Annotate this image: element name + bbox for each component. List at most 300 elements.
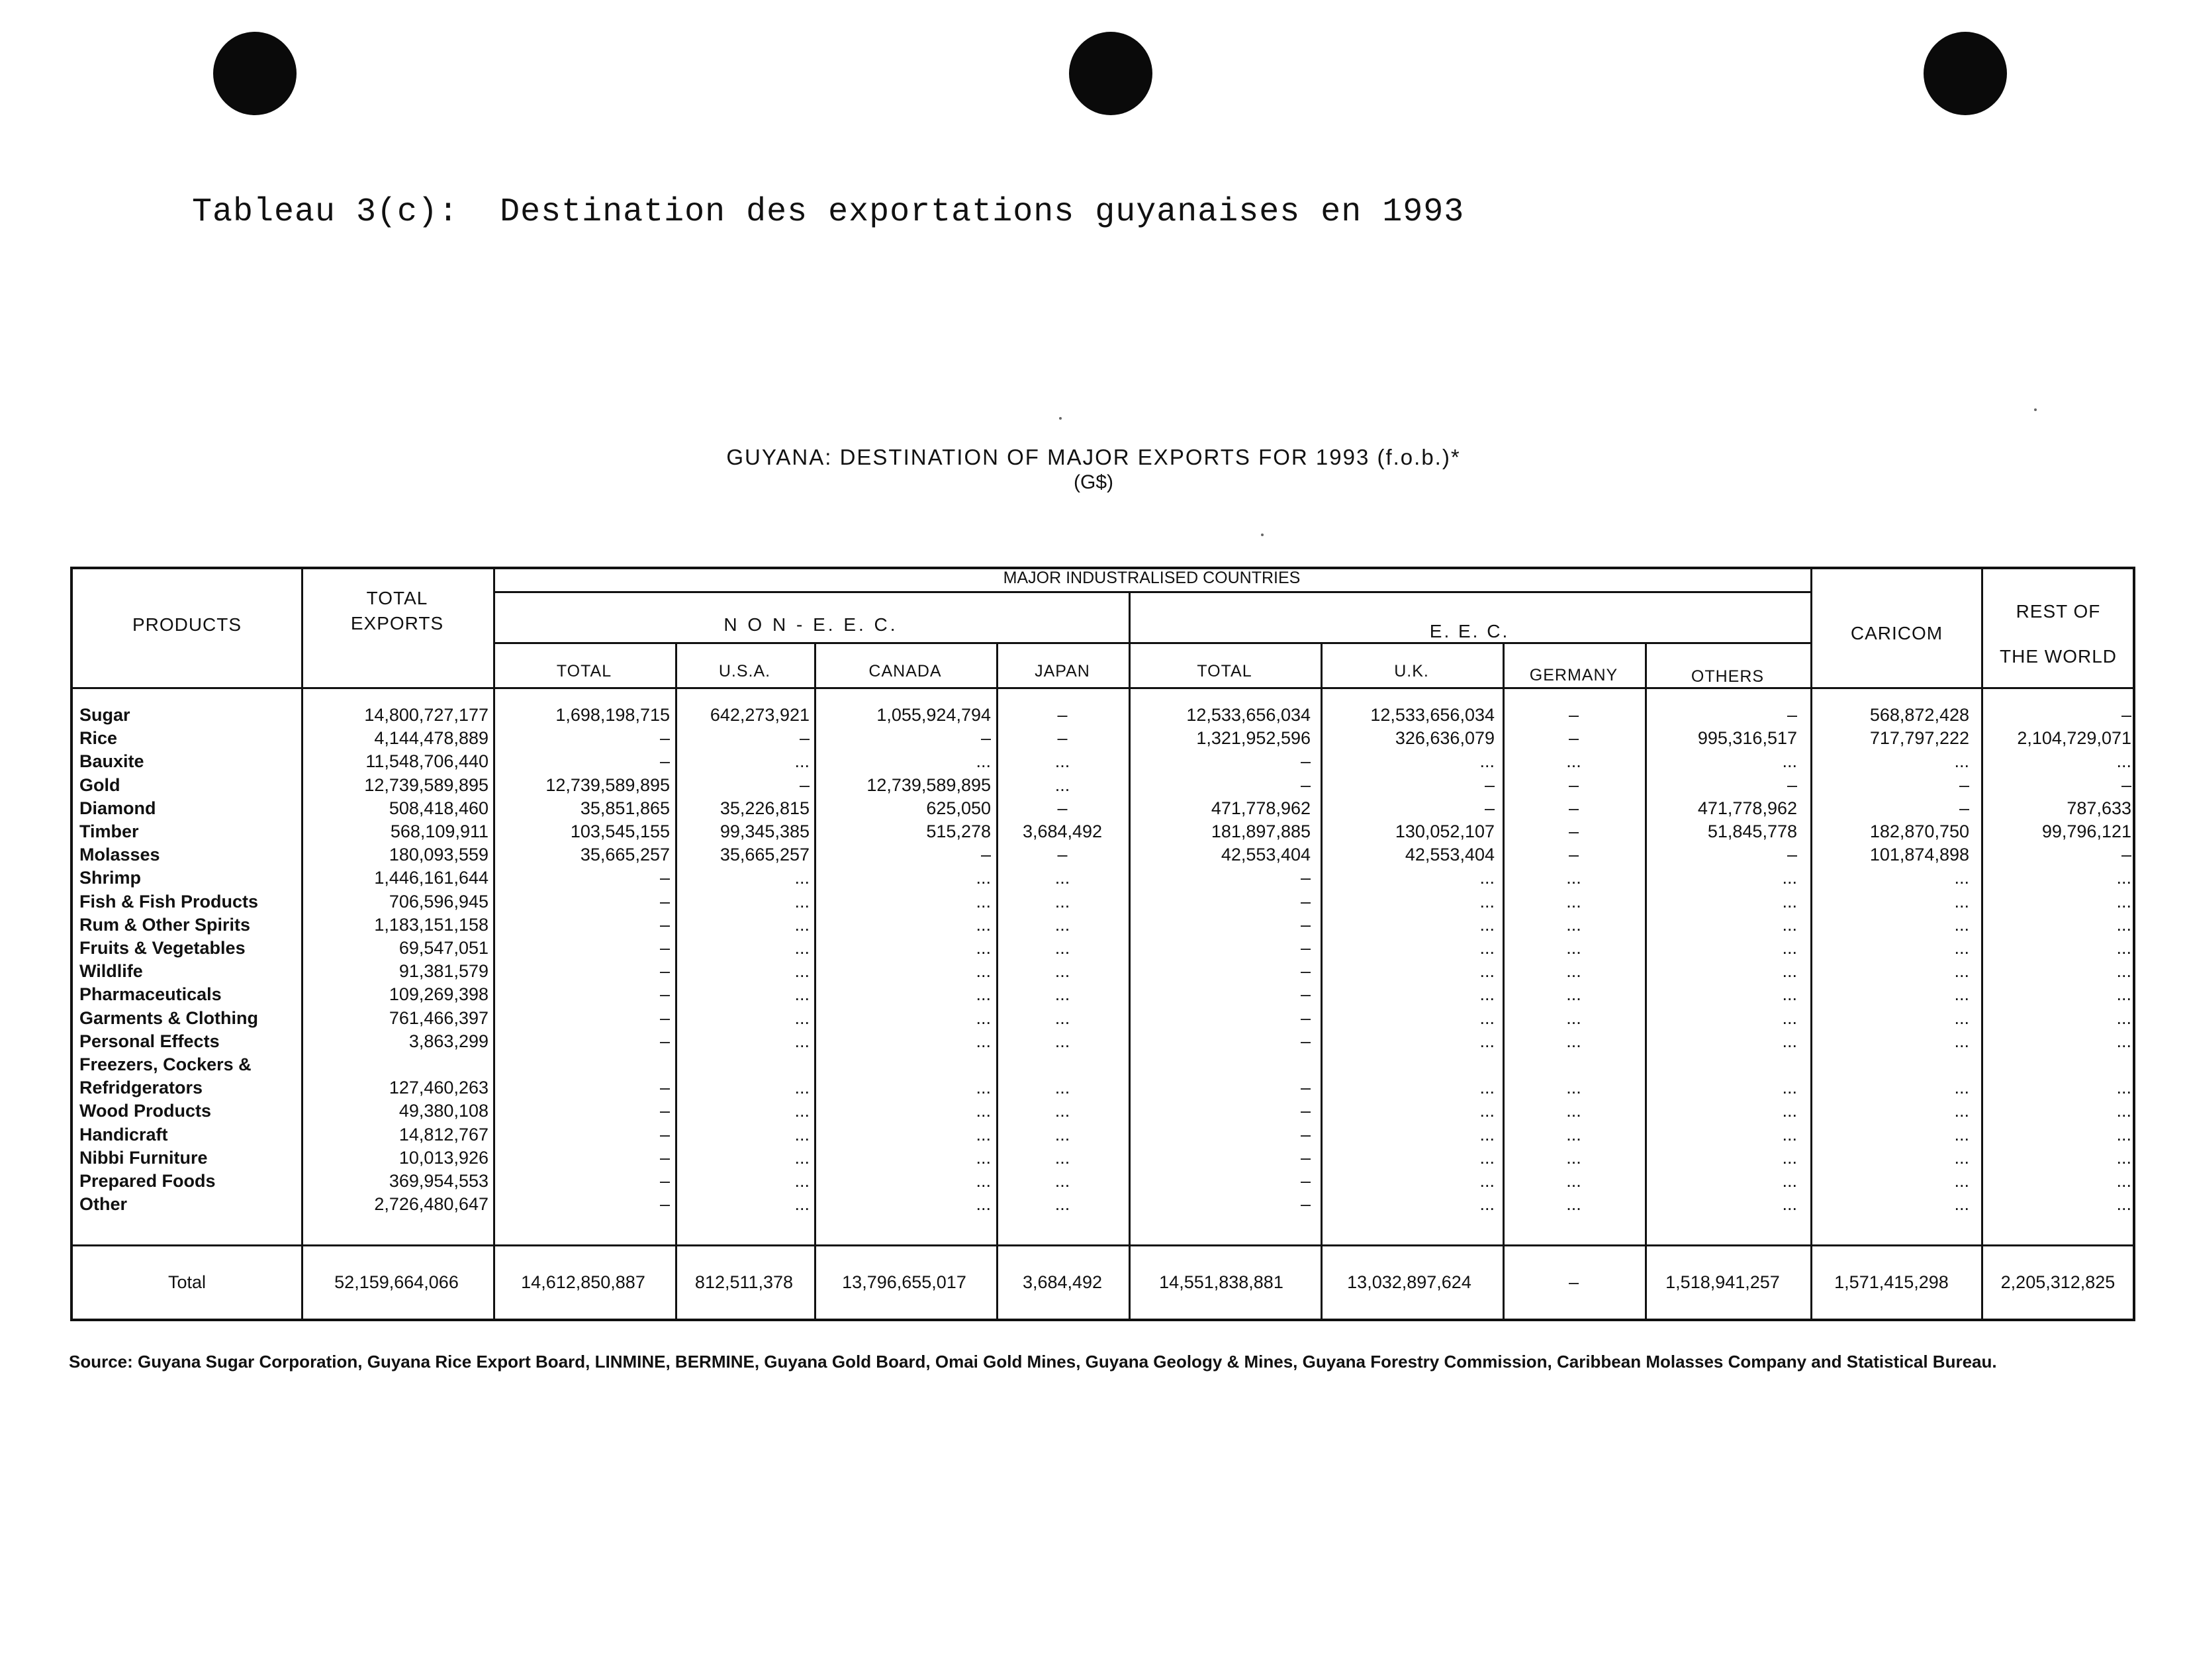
- table-cell-ge: ...: [1566, 1171, 1581, 1191]
- table-cell-ja: ...: [1054, 915, 1070, 935]
- table-cell-ge: ...: [1566, 1125, 1581, 1144]
- table-cell-ja: ...: [1054, 938, 1070, 958]
- table-cell-us: ...: [794, 1101, 810, 1121]
- table-cell-us: [678, 1053, 810, 1076]
- table-cell-ot: ...: [1782, 1125, 1797, 1144]
- table-cell-rw: ...: [2116, 938, 2131, 958]
- table-cell-ja: ...: [1054, 984, 1070, 1004]
- table-cell-us: –: [799, 775, 810, 795]
- table-cell-rw: ...: [2116, 1078, 2131, 1097]
- header-others: OTHERS: [1691, 667, 1765, 686]
- table-cell-us: ...: [794, 868, 810, 888]
- table-cell-uk: ...: [1479, 1008, 1495, 1028]
- table-cell-uk: 326,636,079: [1395, 728, 1495, 748]
- table-cell-te: 11,548,706,440: [365, 751, 489, 771]
- table-cell-ge: ...: [1566, 1101, 1581, 1121]
- table-cell-rw: 2,104,729,071: [2017, 728, 2131, 748]
- table-cell-us: 35,665,257: [720, 845, 810, 864]
- table-cell-ge: –: [1568, 775, 1579, 795]
- product-name: Bauxite: [79, 751, 144, 771]
- table-cell-ca: ...: [976, 751, 991, 771]
- total-cell-te: 52,159,664,066: [334, 1272, 459, 1292]
- header-japan: JAPAN: [1035, 662, 1090, 680]
- table-cell-ca: ...: [976, 1171, 991, 1191]
- table-rule-vertical: [301, 567, 303, 1320]
- table-cell-ca: ...: [976, 938, 991, 958]
- table-cell-ca: –: [980, 845, 991, 864]
- table-cell-ge: ...: [1566, 1031, 1581, 1051]
- table-cell-te: 14,800,727,177: [364, 705, 489, 725]
- table-cell-nt: –: [659, 938, 670, 958]
- table-rule-vertical: [1129, 591, 1131, 1320]
- table-cell-ot: –: [1787, 775, 1797, 795]
- table-cell-ot: ...: [1782, 1008, 1797, 1028]
- table-cell-cc: ...: [1954, 984, 1969, 1004]
- table-cell-ge: –: [1568, 821, 1579, 841]
- table-cell-et: –: [1300, 1194, 1311, 1214]
- table-cell-ja: ...: [1054, 1148, 1070, 1168]
- table-cell-ot: ...: [1782, 1148, 1797, 1168]
- table-cell-cc: ...: [1954, 961, 1969, 981]
- table-cell-rw: ...: [2116, 1125, 2131, 1144]
- table-cell-ot: ...: [1782, 1101, 1797, 1121]
- table-cell-te: 10,013,926: [398, 1148, 489, 1168]
- table-cell-nt: 35,851,865: [580, 798, 670, 818]
- table-cell-cc: 717,797,222: [1869, 728, 1969, 748]
- table-cell-rw: –: [2121, 845, 2131, 864]
- table-cell-cc: ...: [1954, 938, 1969, 958]
- header-non-eec-total: TOTAL: [556, 662, 612, 680]
- table-cell-us: 642,273,921: [710, 705, 810, 725]
- table-cell-cc: ...: [1954, 915, 1969, 935]
- table-cell-ca: ...: [976, 1125, 991, 1144]
- product-name: Nibbi Furniture: [79, 1148, 208, 1168]
- product-name: Rice: [79, 728, 118, 748]
- table-cell-ca: ...: [976, 1031, 991, 1051]
- table-cell-rw: ...: [2116, 984, 2131, 1004]
- table-cell-et: 471,778,962: [1211, 798, 1311, 818]
- header-products: PRODUCTS: [132, 614, 242, 635]
- table-cell-uk: 42,553,404: [1405, 845, 1495, 864]
- table-cell-ca: ...: [976, 984, 991, 1004]
- table-rule-horizontal: [70, 1244, 2135, 1246]
- table-cell-et: –: [1300, 1125, 1311, 1144]
- table-cell-ot: ...: [1782, 868, 1797, 888]
- product-name: Garments & Clothing: [79, 1008, 259, 1028]
- table-cell-ja: ...: [1054, 1194, 1070, 1214]
- table-cell-us: ...: [794, 938, 810, 958]
- table-cell-uk: ...: [1479, 1031, 1495, 1051]
- table-cell-te: 369,954,553: [389, 1171, 489, 1191]
- table-cell-et: –: [1300, 1171, 1311, 1191]
- table-cell-et: –: [1300, 915, 1311, 935]
- product-name: Rum & Other Spirits: [79, 915, 251, 935]
- table-cell-ot: ...: [1782, 892, 1797, 911]
- scan-speck: [2034, 408, 2037, 411]
- table-cell-ca: 625,050: [926, 798, 991, 818]
- table-cell-nt: [496, 1053, 670, 1076]
- table-cell-uk: [1324, 1053, 1495, 1076]
- table-rule-vertical: [996, 642, 998, 1320]
- product-name: Personal Effects: [79, 1031, 220, 1051]
- table-cell-te: 508,418,460: [389, 798, 489, 818]
- table-cell-us: 99,345,385: [720, 821, 810, 841]
- product-name: Fruits & Vegetables: [79, 938, 246, 958]
- table-cell-ja: ...: [1054, 961, 1070, 981]
- table-cell-ot: –: [1787, 705, 1797, 725]
- table-cell-us: ...: [794, 961, 810, 981]
- total-cell-ja: 3,684,492: [1022, 1272, 1103, 1292]
- header-major-countries: MAJOR INDUSTRALISED COUNTRIES: [1003, 569, 1301, 587]
- table-rule-vertical: [1645, 642, 1647, 1320]
- table-cell-rw: [1984, 1053, 2131, 1076]
- table-cell-te: 3,863,299: [408, 1031, 489, 1051]
- total-cell-uk: 13,032,897,624: [1347, 1272, 1471, 1292]
- table-cell-nt: 35,665,257: [580, 845, 670, 864]
- table-cell-ja: –: [1057, 705, 1068, 725]
- header-eec: E. E. C.: [1429, 621, 1510, 641]
- product-name: Diamond: [79, 798, 156, 818]
- table-cell-ca: ...: [976, 961, 991, 981]
- table-unit: (G$): [1074, 471, 1113, 493]
- table-cell-ja: ...: [1054, 1008, 1070, 1028]
- table-cell-et: –: [1300, 1101, 1311, 1121]
- table-cell-rw: ...: [2116, 1171, 2131, 1191]
- table-cell-ot: ...: [1782, 1171, 1797, 1191]
- table-cell-ot: ...: [1782, 984, 1797, 1004]
- table-cell-te: 180,093,559: [389, 845, 489, 864]
- table-cell-ja: –: [1057, 728, 1068, 748]
- total-cell-us: 812,511,378: [694, 1272, 794, 1292]
- table-rule-vertical: [1810, 567, 1812, 1320]
- table-cell-ge: ...: [1566, 915, 1581, 935]
- table-cell-ge: [1506, 1053, 1642, 1076]
- header-germany: GERMANY: [1529, 666, 1618, 684]
- product-name: Prepared Foods: [79, 1171, 216, 1191]
- product-name: Handicraft: [79, 1125, 168, 1144]
- table-cell-uk: 12,533,656,034: [1370, 705, 1495, 725]
- table-cell-ot: ...: [1782, 938, 1797, 958]
- table-cell-te: 109,269,398: [389, 984, 489, 1004]
- table-cell-nt: –: [659, 1194, 670, 1214]
- table-cell-ja: ...: [1054, 1125, 1070, 1144]
- table-cell-rw: ...: [2116, 915, 2131, 935]
- table-cell-uk: ...: [1479, 1171, 1495, 1191]
- table-cell-nt: –: [659, 868, 670, 888]
- table-cell-nt: –: [659, 1125, 670, 1144]
- table-cell-cc: ...: [1954, 1171, 1969, 1191]
- table-cell-cc: –: [1959, 775, 1969, 795]
- table-cell-et: –: [1300, 1008, 1311, 1028]
- table-cell-te: 761,466,397: [389, 1008, 489, 1028]
- table-cell-ja: –: [1057, 845, 1068, 864]
- table-cell-uk: ...: [1479, 751, 1495, 771]
- table-cell-uk: ...: [1479, 915, 1495, 935]
- binder-hole-left: [213, 32, 297, 115]
- table-cell-uk: ...: [1479, 1194, 1495, 1214]
- table-cell-ot: ...: [1782, 961, 1797, 981]
- table-cell-us: ...: [794, 1148, 810, 1168]
- table-cell-et: –: [1300, 1078, 1311, 1097]
- table-cell-et: 42,553,404: [1221, 845, 1311, 864]
- table-cell-te: 49,380,108: [398, 1101, 489, 1121]
- table-cell-te: 4,144,478,889: [374, 728, 489, 748]
- header-eec-total: TOTAL: [1197, 662, 1252, 680]
- table-cell-ot: 51,845,778: [1707, 821, 1797, 841]
- table-rule-vertical: [814, 642, 816, 1320]
- table-cell-us: ...: [794, 1171, 810, 1191]
- table-cell-ot: ...: [1782, 751, 1797, 771]
- total-cell-et: 14,551,838,881: [1159, 1272, 1283, 1292]
- table-cell-ge: –: [1568, 705, 1579, 725]
- table-cell-us: ...: [794, 1125, 810, 1144]
- table-cell-ja: [1000, 1053, 1125, 1076]
- table-cell-ge: –: [1568, 798, 1579, 818]
- product-name: Gold: [79, 775, 120, 795]
- table-title: GUYANA: DESTINATION OF MAJOR EXPORTS FOR 1993 (f.o.b.)*: [726, 445, 1461, 469]
- table-cell-nt: –: [659, 1101, 670, 1121]
- table-cell-rw: ...: [2116, 1148, 2131, 1168]
- table-cell-us: –: [799, 728, 810, 748]
- table-cell-te: 127,460,263: [389, 1078, 489, 1097]
- table-cell-rw: –: [2121, 705, 2131, 725]
- table-cell-us: ...: [794, 751, 810, 771]
- product-name: Fish & Fish Products: [79, 892, 259, 911]
- table-cell-ca: [817, 1053, 991, 1076]
- table-cell-et: –: [1300, 751, 1311, 771]
- table-rule-vertical: [1503, 642, 1505, 1320]
- table-cell-uk: 130,052,107: [1395, 821, 1495, 841]
- table-cell-us: 35,226,815: [720, 798, 810, 818]
- table-cell-rw: ...: [2116, 1008, 2131, 1028]
- total-cell-ot: 1,518,941,257: [1665, 1272, 1780, 1292]
- table-cell-ca: ...: [976, 1194, 991, 1214]
- table-cell-cc: ...: [1954, 1125, 1969, 1144]
- table-cell-us: ...: [794, 984, 810, 1004]
- table-cell-ja: ...: [1054, 1171, 1070, 1191]
- table-cell-cc: ...: [1954, 868, 1969, 888]
- table-cell-rw: 99,796,121: [2041, 821, 2131, 841]
- table-cell-uk: ...: [1479, 868, 1495, 888]
- table-cell-rw: ...: [2116, 892, 2131, 911]
- table-rule-horizontal: [70, 687, 2135, 689]
- table-cell-ja: ...: [1054, 775, 1070, 795]
- table-cell-te: 568,109,911: [390, 821, 489, 841]
- table-cell-ge: ...: [1566, 868, 1581, 888]
- table-cell-ja: ...: [1054, 1031, 1070, 1051]
- product-name: Shrimp: [79, 868, 142, 888]
- table-cell-nt: –: [659, 728, 670, 748]
- table-cell-ca: 1,055,924,794: [876, 705, 991, 725]
- total-cell-ge: –: [1568, 1272, 1579, 1292]
- table-cell-uk: –: [1484, 798, 1495, 818]
- table-cell-nt: –: [659, 1078, 670, 1097]
- table-cell-ot: [1648, 1053, 1797, 1076]
- table-cell-te: [304, 1053, 489, 1076]
- table-cell-nt: 1,698,198,715: [555, 705, 670, 725]
- header-canada: CANADA: [868, 662, 942, 680]
- table-cell-ca: 515,278: [926, 821, 991, 841]
- product-name: Wildlife: [79, 961, 143, 981]
- table-cell-ja: –: [1057, 798, 1068, 818]
- table-cell-rw: ...: [2116, 1194, 2131, 1214]
- table-cell-ja: 3,684,492: [1022, 821, 1103, 841]
- table-cell-ca: ...: [976, 1101, 991, 1121]
- table-cell-ja: ...: [1054, 1078, 1070, 1097]
- table-cell-nt: –: [659, 1171, 670, 1191]
- total-cell-ca: 13,796,655,017: [842, 1272, 966, 1292]
- document-title: Tableau 3(c): Destination des exportations guyanaises en 1993: [192, 193, 1465, 231]
- header-non-eec: N O N - E. E. C.: [723, 614, 898, 635]
- table-cell-te: 2,726,480,647: [374, 1194, 489, 1214]
- table-cell-et: 1,321,952,596: [1196, 728, 1311, 748]
- table-cell-ja: ...: [1054, 1101, 1070, 1121]
- product-name: Timber: [79, 821, 139, 841]
- table-cell-et: –: [1300, 892, 1311, 911]
- table-cell-cc: ...: [1954, 1008, 1969, 1028]
- table-cell-et: –: [1300, 775, 1311, 795]
- table-cell-te: 1,183,151,158: [374, 915, 489, 935]
- table-cell-rw: ...: [2116, 868, 2131, 888]
- table-cell-ca: ...: [976, 915, 991, 935]
- table-cell-ge: ...: [1566, 961, 1581, 981]
- table-cell-et: –: [1300, 961, 1311, 981]
- product-name: Other: [79, 1194, 128, 1214]
- table-cell-ge: –: [1568, 845, 1579, 864]
- table-cell-te: 91,381,579: [398, 961, 489, 981]
- header-uk: U.K.: [1394, 662, 1429, 680]
- table-cell-nt: –: [659, 915, 670, 935]
- table-cell-cc: ...: [1954, 1031, 1969, 1051]
- total-cell-nt: 14,612,850,887: [521, 1272, 645, 1292]
- table-cell-us: ...: [794, 892, 810, 911]
- table-cell-ot: –: [1787, 845, 1797, 864]
- table-cell-ca: 12,739,589,895: [866, 775, 991, 795]
- binder-hole-center: [1069, 32, 1152, 115]
- table-cell-ca: ...: [976, 868, 991, 888]
- scan-speck: [1059, 417, 1062, 420]
- table-cell-te: 14,812,767: [398, 1125, 489, 1144]
- table-cell-nt: –: [659, 892, 670, 911]
- table-cell-uk: ...: [1479, 1078, 1495, 1097]
- table-cell-nt: –: [659, 961, 670, 981]
- table-cell-cc: ...: [1954, 1148, 1969, 1168]
- table-cell-ge: ...: [1566, 1148, 1581, 1168]
- table-cell-ja: ...: [1054, 751, 1070, 771]
- table-cell-ge: ...: [1566, 1194, 1581, 1214]
- table-cell-te: 706,596,945: [389, 892, 489, 911]
- table-cell-rw: ...: [2116, 751, 2131, 771]
- table-cell-ca: ...: [976, 892, 991, 911]
- table-cell-ja: ...: [1054, 892, 1070, 911]
- header-total-exports: TOTAL EXPORTS: [350, 588, 444, 633]
- table-cell-us: ...: [794, 1031, 810, 1051]
- table-cell-nt: –: [659, 1008, 670, 1028]
- product-name: Pharmaceuticals: [79, 984, 222, 1004]
- table-cell-ot: 995,316,517: [1697, 728, 1797, 748]
- table-cell-te: 69,547,051: [398, 938, 489, 958]
- table-cell-cc: ...: [1954, 751, 1969, 771]
- product-name: Wood Products: [79, 1101, 211, 1121]
- table-cell-cc: ...: [1954, 1101, 1969, 1121]
- table-cell-et: [1132, 1053, 1311, 1076]
- table-cell-us: ...: [794, 915, 810, 935]
- table-cell-rw: ...: [2116, 1101, 2131, 1121]
- table-cell-et: –: [1300, 938, 1311, 958]
- table-cell-cc: 568,872,428: [1869, 705, 1969, 725]
- table-cell-et: 12,533,656,034: [1186, 705, 1311, 725]
- table-cell-ge: ...: [1566, 938, 1581, 958]
- table-cell-us: ...: [794, 1008, 810, 1028]
- table-cell-cc: ...: [1954, 1194, 1969, 1214]
- table-cell-nt: 103,545,155: [570, 821, 670, 841]
- binder-hole-right: [1924, 32, 2007, 115]
- table-cell-ca: ...: [976, 1078, 991, 1097]
- scan-speck: [1261, 534, 1264, 536]
- table-cell-rw: ...: [2116, 961, 2131, 981]
- table-cell-cc: 101,874,898: [1869, 845, 1969, 864]
- table-cell-cc: [1814, 1053, 1969, 1076]
- table-cell-ge: ...: [1566, 984, 1581, 1004]
- table-cell-nt: –: [659, 751, 670, 771]
- table-cell-nt: –: [659, 1031, 670, 1051]
- table-cell-te: 1,446,161,644: [374, 868, 489, 888]
- header-caricom: CARICOM: [1850, 623, 1943, 643]
- table-cell-ge: ...: [1566, 751, 1581, 771]
- table-cell-rw: –: [2121, 775, 2131, 795]
- table-cell-ja: ...: [1054, 868, 1070, 888]
- source-note: Source: Guyana Sugar Corporation, Guyana Rice Export Board, LINMINE, BERMINE, Guyana Gold Board, Omai Gold Mines, Guyana Geology & Mines, Guyana Forestry Commission, Caribbean Molasses Company and Statistical Bureau.: [69, 1352, 1997, 1372]
- table-cell-ot: ...: [1782, 1078, 1797, 1097]
- total-cell-cc: 1,571,415,298: [1834, 1272, 1949, 1292]
- table-cell-uk: ...: [1479, 1101, 1495, 1121]
- table-cell-ge: ...: [1566, 892, 1581, 911]
- header-usa: U.S.A.: [718, 662, 771, 680]
- table-cell-ot: ...: [1782, 915, 1797, 935]
- table-cell-ge: ...: [1566, 1008, 1581, 1028]
- table-cell-ge: ...: [1566, 1078, 1581, 1097]
- table-cell-te: 12,739,589,895: [364, 775, 489, 795]
- table-cell-uk: ...: [1479, 1125, 1495, 1144]
- table-cell-et: –: [1300, 1148, 1311, 1168]
- product-name: Freezers, Cockers &: [79, 1054, 252, 1074]
- table-cell-ca: ...: [976, 1008, 991, 1028]
- table-cell-ca: –: [980, 728, 991, 748]
- table-cell-ot: 471,778,962: [1697, 798, 1797, 818]
- table-cell-uk: ...: [1479, 961, 1495, 981]
- header-rest-of-world: REST OF THE WORLD: [2000, 601, 2117, 667]
- table-cell-nt: –: [659, 1148, 670, 1168]
- table-cell-nt: 12,739,589,895: [545, 775, 670, 795]
- table-cell-ot: ...: [1782, 1194, 1797, 1214]
- table-cell-uk: –: [1484, 775, 1495, 795]
- table-cell-cc: 182,870,750: [1869, 821, 1969, 841]
- table-cell-cc: ...: [1954, 1078, 1969, 1097]
- table-cell-ca: ...: [976, 1148, 991, 1168]
- table-rule-vertical: [1321, 642, 1323, 1320]
- table-cell-nt: –: [659, 984, 670, 1004]
- table-cell-us: ...: [794, 1194, 810, 1214]
- table-cell-uk: ...: [1479, 1148, 1495, 1168]
- product-name: Refridgerators: [79, 1078, 203, 1097]
- table-cell-rw: 787,633: [2067, 798, 2131, 818]
- table-cell-et: –: [1300, 984, 1311, 1004]
- table-cell-cc: ...: [1954, 892, 1969, 911]
- total-label: Total: [167, 1272, 207, 1292]
- table-cell-et: –: [1300, 868, 1311, 888]
- product-name: Sugar: [79, 705, 130, 725]
- table-cell-rw: ...: [2116, 1031, 2131, 1051]
